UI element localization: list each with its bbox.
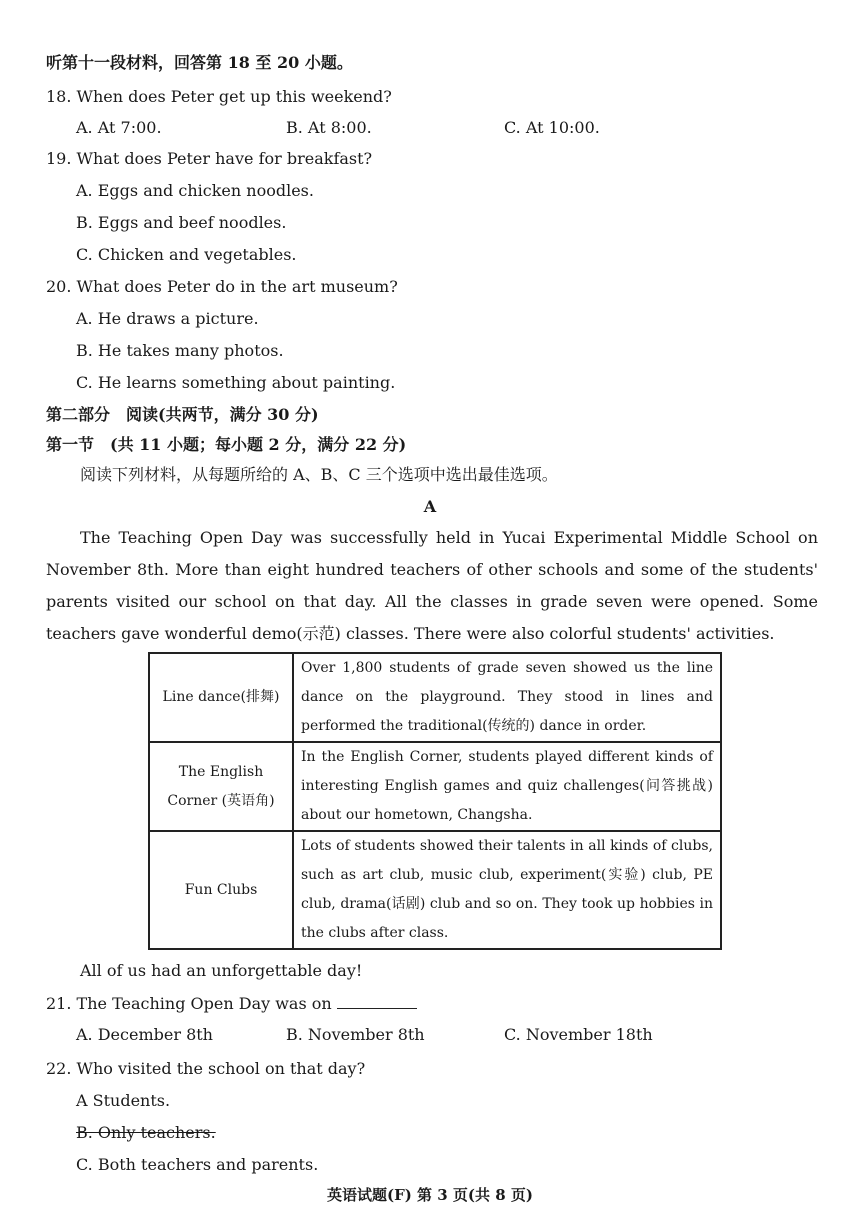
question-19-option-c: C. Chicken and vegetables. xyxy=(76,245,297,264)
question-22-option-c: C. Both teachers and parents. xyxy=(76,1155,319,1174)
question-20-option-c: C. He learns something about painting. xyxy=(76,373,396,392)
passage-letter: A xyxy=(423,497,437,516)
question-20-option-b: B. He takes many photos. xyxy=(76,341,284,360)
activities-table xyxy=(148,652,722,950)
question-19-option-b: B. Eggs and beef noodles. xyxy=(76,213,287,232)
question-22-option-b: B. Only teachers. xyxy=(76,1123,216,1142)
section-intro: 听第十一段材料，回答第 18 至 20 小题。 xyxy=(46,53,353,72)
question-18-option-a: A. At 7:00. xyxy=(76,118,162,137)
table-row xyxy=(149,831,721,949)
page-footer: 英语试题(F) 第 3 页(共 8 页) xyxy=(326,1186,534,1204)
activity-name: The English Corner (英语角) xyxy=(149,742,293,831)
question-21-option-a: A. December 8th xyxy=(76,1025,213,1044)
activity-description: In the English Corner, students played different kinds of interesting English games and quiz challenges(问答挑战) about our hometown, Changsha. xyxy=(293,742,721,831)
activity-name: Line dance(排舞) xyxy=(149,653,293,742)
question-21-text: 21. The Teaching Open Day was on xyxy=(46,994,332,1013)
passage-paragraph: The Teaching Open Day was successfully held in Yucai Experimental Middle School on November 8th. More than eight hundred teachers of other schools and some of the students' parents visited our school on that day. All the classes in grade seven were opened. Some teachers gave wonderful demo(示范) classes. There were also colorful students' activities. xyxy=(46,528,818,643)
question-20-stem: 20. What does Peter do in the art museum? xyxy=(46,277,398,296)
activity-name: Fun Clubs xyxy=(149,831,293,949)
question-18-option-c: C. At 10:00. xyxy=(504,118,600,137)
table-row xyxy=(149,653,721,742)
table-row xyxy=(149,742,721,831)
question-20-option-a: A. He draws a picture. xyxy=(76,309,259,328)
question-22-option-a: A Students. xyxy=(76,1091,171,1110)
closing-line: All of us had an unforgettable day! xyxy=(80,961,363,980)
section1-title: 第一节 (共 11 小题；每小题 2 分，满分 22 分) xyxy=(46,435,407,454)
question-18-stem: 18. When does Peter get up this weekend? xyxy=(46,87,392,106)
answer-blank xyxy=(337,992,417,1009)
question-21-stem xyxy=(46,992,417,1015)
question-21-option-c: C. November 18th xyxy=(504,1025,653,1044)
question-18-option-b: B. At 8:00. xyxy=(286,118,372,137)
question-19-stem: 19. What does Peter have for breakfast? xyxy=(46,149,373,168)
part2-title: 第二部分 阅读(共两节，满分 30 分) xyxy=(46,405,319,424)
question-19-option-a: A. Eggs and chicken noodles. xyxy=(76,181,314,200)
activity-description: Over 1,800 students of grade seven showed us the line dance on the playground. They stood in lines and performed the traditional(传统的) dance in order. xyxy=(293,653,721,742)
question-21-option-b: B. November 8th xyxy=(286,1025,425,1044)
instructions: 阅读下列材料，从每题所给的 A、B、C 三个选项中选出最佳选项。 xyxy=(80,465,558,484)
activity-description: Lots of students showed their talents in all kinds of clubs, such as art club, music club, experiment(实验) club, PE club, drama(话剧) club and so on. They took up hobbies in the clubs after class. xyxy=(293,831,721,949)
question-22-stem: 22. Who visited the school on that day? xyxy=(46,1059,366,1078)
